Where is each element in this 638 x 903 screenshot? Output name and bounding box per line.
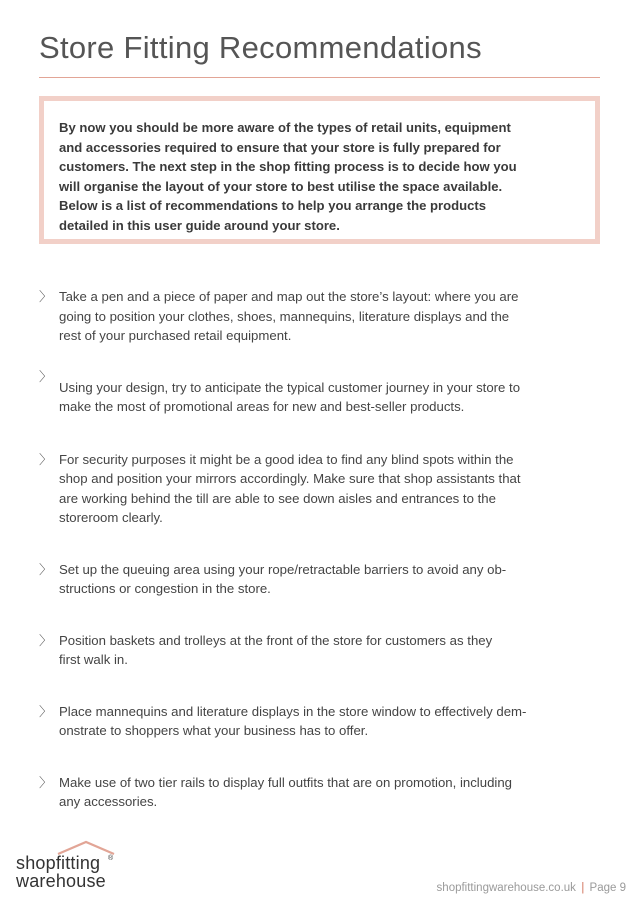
list-item-text xyxy=(59,702,599,741)
text-line: Using your design, try to anticipate the typical customer journey in your store to xyxy=(59,379,521,395)
footer-info xyxy=(437,882,626,894)
text-line: For security purposes it might be a good idea to find any blind spots within the xyxy=(59,451,514,467)
list-item-text xyxy=(59,450,599,528)
list-item-text xyxy=(59,378,599,417)
chevron-right-icon: 〉 xyxy=(39,289,53,304)
logo-text-line2: warehouse xyxy=(16,871,106,891)
chevron-right-icon: 〉 xyxy=(39,703,53,719)
text-line: Set up the queuing area using your rope/retractable barriers to avoid any ob- xyxy=(59,561,507,577)
registered-mark: ® xyxy=(108,855,114,862)
list-item xyxy=(39,287,599,346)
intro-box xyxy=(39,96,600,244)
text-line: structions or congestion in the store. xyxy=(59,581,271,596)
list-item-text xyxy=(59,560,599,599)
chevron-right-icon: 〉 xyxy=(39,561,53,577)
text-line: rest of your purchased retail equipment. xyxy=(59,328,292,343)
intro-line: Below is a list of recommendations to help you arrange the products xyxy=(59,198,487,214)
list-item xyxy=(39,560,599,599)
text-line: are working behind the till are able to see down aisles and entrances to the xyxy=(59,490,496,506)
text-line: shop and position your mirrors accordingly. Make sure that shop assistants that xyxy=(59,471,521,486)
text-line: Take a pen and a piece of paper and map out the store’s layout: where you are xyxy=(59,289,519,304)
text-line: Make use of two tier rails to display full outfits that are on promotion, including xyxy=(59,774,512,790)
text-line: going to position your clothes, shoes, mannequins, literature displays and the xyxy=(59,308,510,324)
list-item xyxy=(39,773,599,812)
chevron-right-icon: 〉 xyxy=(39,632,53,648)
text-line: Place mannequins and literature displays in the store window to effectively dem- xyxy=(59,703,527,719)
title-divider xyxy=(39,77,600,78)
intro-line: and accessories required to ensure that your store is fully prepared for xyxy=(59,139,501,155)
text-line: make the most of promotional areas for new and best-seller products. xyxy=(59,399,465,414)
chevron-right-icon: 〉 xyxy=(39,451,53,467)
footer-separator: | xyxy=(581,882,585,894)
recommendations-list xyxy=(39,287,599,812)
text-line: storeroom clearly. xyxy=(59,510,163,525)
list-item xyxy=(39,450,599,528)
text-line: onstrate to shoppers what your business has to offer. xyxy=(59,723,369,738)
list-item-text xyxy=(59,631,599,670)
logo-text-line1: shopfitting xyxy=(16,853,101,873)
intro-line: will organise the layout of your store to best utilise the space available. xyxy=(59,178,503,194)
intro-line: detailed in this user guide around your store. xyxy=(59,217,340,233)
text-line: Position baskets and trolleys at the front of the store for customers as they xyxy=(59,632,493,648)
chevron-right-icon: 〉 xyxy=(39,774,53,790)
intro-text xyxy=(59,118,575,236)
list-item xyxy=(39,631,599,670)
list-item xyxy=(39,702,599,741)
intro-line: By now you should be more aware of the types of retail units, equipment xyxy=(59,120,511,135)
page-number: Page 9 xyxy=(589,882,626,894)
intro-line: customers. The next step in the shop fitting process is to decide how you xyxy=(59,159,517,175)
list-item-text xyxy=(59,287,599,346)
brand-logo xyxy=(14,838,124,890)
text-line: first walk in. xyxy=(59,652,128,667)
website-link[interactable]: shopfittingwarehouse.co.uk xyxy=(436,882,576,894)
list-item-text xyxy=(59,773,599,812)
chevron-right-icon: 〉 xyxy=(39,368,53,384)
page-title: Store Fitting Recommendations xyxy=(39,30,482,65)
text-line: any accessories. xyxy=(59,794,158,809)
list-item xyxy=(39,368,599,417)
